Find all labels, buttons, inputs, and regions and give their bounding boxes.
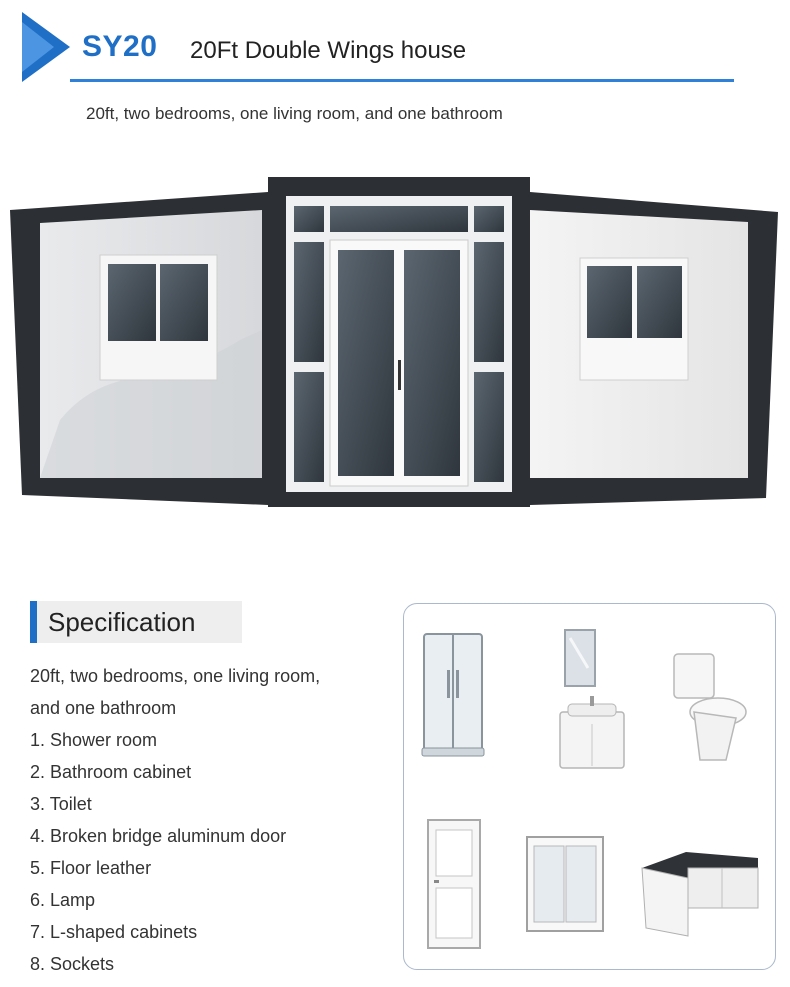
door-image xyxy=(426,818,482,950)
spec-intro-line1: 20ft, two bedrooms, one living room, xyxy=(30,666,321,686)
page-title: 20Ft Double Wings house xyxy=(190,37,467,64)
spec-heading-bar xyxy=(30,601,37,643)
spec-item: 4. Broken bridge aluminum door xyxy=(30,826,287,846)
spec-item: 1. Shower room xyxy=(30,730,158,750)
header-rule xyxy=(70,79,734,82)
spec-list xyxy=(30,660,380,980)
chevron-icon xyxy=(22,12,70,82)
spec-item: 8. Sockets xyxy=(30,954,115,974)
window-image xyxy=(524,834,606,934)
house-image xyxy=(0,160,790,530)
spec-item: 2. Bathroom cabinet xyxy=(30,762,192,782)
toilet-image xyxy=(666,652,748,764)
fixtures-panel xyxy=(403,603,776,970)
spec-heading: Specification xyxy=(48,607,196,637)
spec-item: 7. L-shaped cabinets xyxy=(30,922,198,942)
spec-intro-line2: and one bathroom xyxy=(30,698,177,718)
l-shaped-cabinet-image xyxy=(636,848,764,940)
mirror-image xyxy=(562,628,598,688)
spec-item: 5. Floor leather xyxy=(30,858,152,878)
spec-item: 6. Lamp xyxy=(30,890,96,910)
shower-room-image xyxy=(418,630,488,760)
spec-item: 3. Toilet xyxy=(30,794,92,814)
page-subtitle: 20ft, two bedrooms, one living room, and one bathroom xyxy=(86,104,503,123)
product-code: SY20 xyxy=(82,30,158,63)
bathroom-cabinet-image xyxy=(554,694,630,772)
